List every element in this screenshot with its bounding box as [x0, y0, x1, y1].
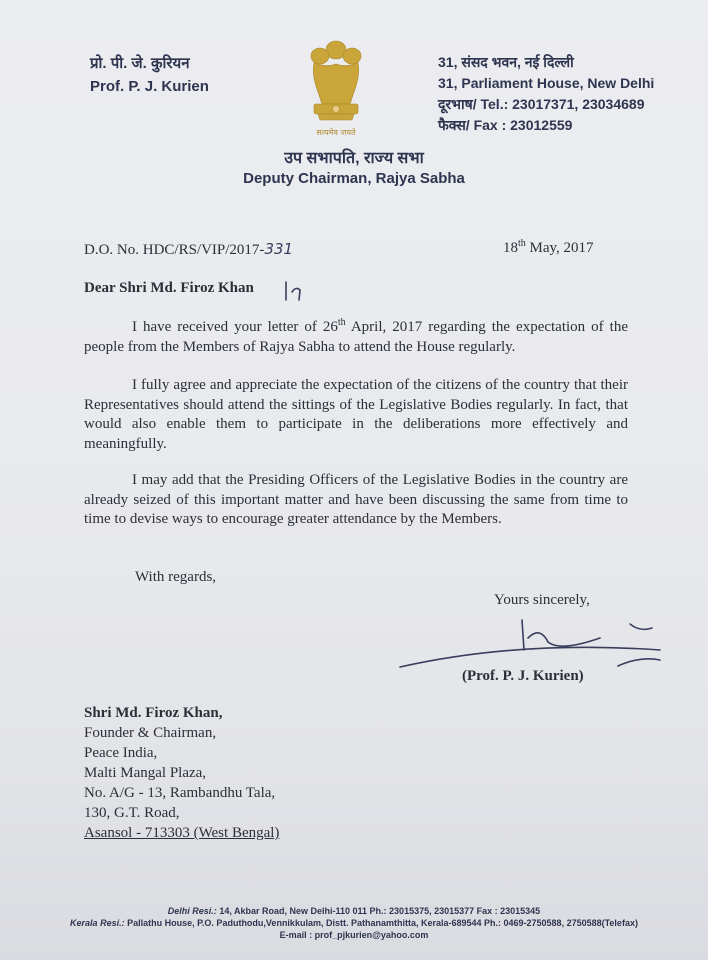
sender-name-english: Prof. P. J. Kurien — [90, 78, 209, 95]
reference-prefix: D.O. No. HDC/RS/VIP/2017- — [84, 242, 265, 258]
closing: Yours sincerely, — [494, 592, 590, 608]
regards: With regards, — [135, 569, 217, 585]
paragraph-1-start: I have received your letter of 26 — [132, 319, 338, 335]
recipient-line: 130, G.T. Road, — [84, 805, 180, 821]
emblem-motto: सत्यमेव जयते — [316, 128, 356, 137]
sender-name-hindi: प्रो. पी. जे. कुरियन — [90, 55, 190, 72]
recipient-name: Shri Md. Firoz Khan, — [84, 705, 223, 721]
footer-kerala-text: Pallathu House, P.O. Paduthodu,Vennikkulam, Distt. Pathanamthitta, Kerala-689544 Ph.: 0469-2750588, 2750588(Telefax) — [124, 918, 638, 928]
recipient-line: Malti Mangal Plaza, — [84, 765, 207, 781]
signature-mark — [400, 620, 660, 667]
address-hindi: 31, संसद भवन, नई दिल्ली — [438, 54, 574, 70]
telephone: दूरभाष/ Tel.: 23017371, 23034689 — [438, 96, 645, 112]
footer-kerala-label: Kerala Resi.: — [70, 918, 125, 928]
office-title-english: Deputy Chairman, Rajya Sabha — [243, 170, 465, 187]
recipient-line: Peace India, — [84, 745, 158, 761]
recipient-city: Asansol - 713303 (West Bengal) — [84, 825, 280, 841]
paragraph-1-end: April, 2017 regarding the expectation of the people from the Members of Rajya Sabha to attend the House regularly. — [84, 319, 628, 355]
recipient-line: Founder & Chairman, — [84, 725, 217, 741]
fax: फैक्स/ Fax : 23012559 — [438, 117, 573, 133]
paragraph-1-sup: th — [337, 317, 346, 328]
address-english: 31, Parliament House, New Delhi — [438, 75, 655, 91]
recipient-line: No. A/G - 13, Rambandhu Tala, — [84, 785, 276, 801]
office-title-hindi: उप सभापति, राज्य सभा — [284, 150, 424, 167]
reference-handwritten-number: 331 — [264, 240, 294, 258]
date-month-year: May, 2017 — [525, 240, 594, 256]
paragraph-3-text: I may add that the Presiding Officers of the Legislative Bodies in the country are already seized of this important matter and have been discussing the same from time to time to devise ways to encourage greater attendance by the Members. — [84, 472, 628, 527]
footer-delhi-text: 14, Akbar Road, New Delhi-110 011 Ph.: 23015375, 23015377 Fax : 23015345 — [216, 906, 541, 916]
date-suffix: th — [518, 238, 526, 249]
footer-email: E-mail : prof_pjkurien@yahoo.com — [279, 930, 429, 940]
salutation-initial-mark — [286, 282, 300, 300]
paragraph-2-text: I fully agree and appreciate the expectation of the citizens of the country that their Representatives should attend the sittings of the Legislative Bodies regularly. In fact, that would also enable them to participate in the deliberations more effectively and meaningfully. — [84, 377, 628, 452]
footer-delhi-label: Delhi Resi.: — [167, 906, 217, 916]
salutation: Dear Shri Md. Firoz Khan — [84, 280, 254, 296]
date-day: 18 — [503, 240, 518, 256]
signatory-name: (Prof. P. J. Kurien) — [462, 668, 584, 684]
signature-flourish — [630, 624, 652, 629]
